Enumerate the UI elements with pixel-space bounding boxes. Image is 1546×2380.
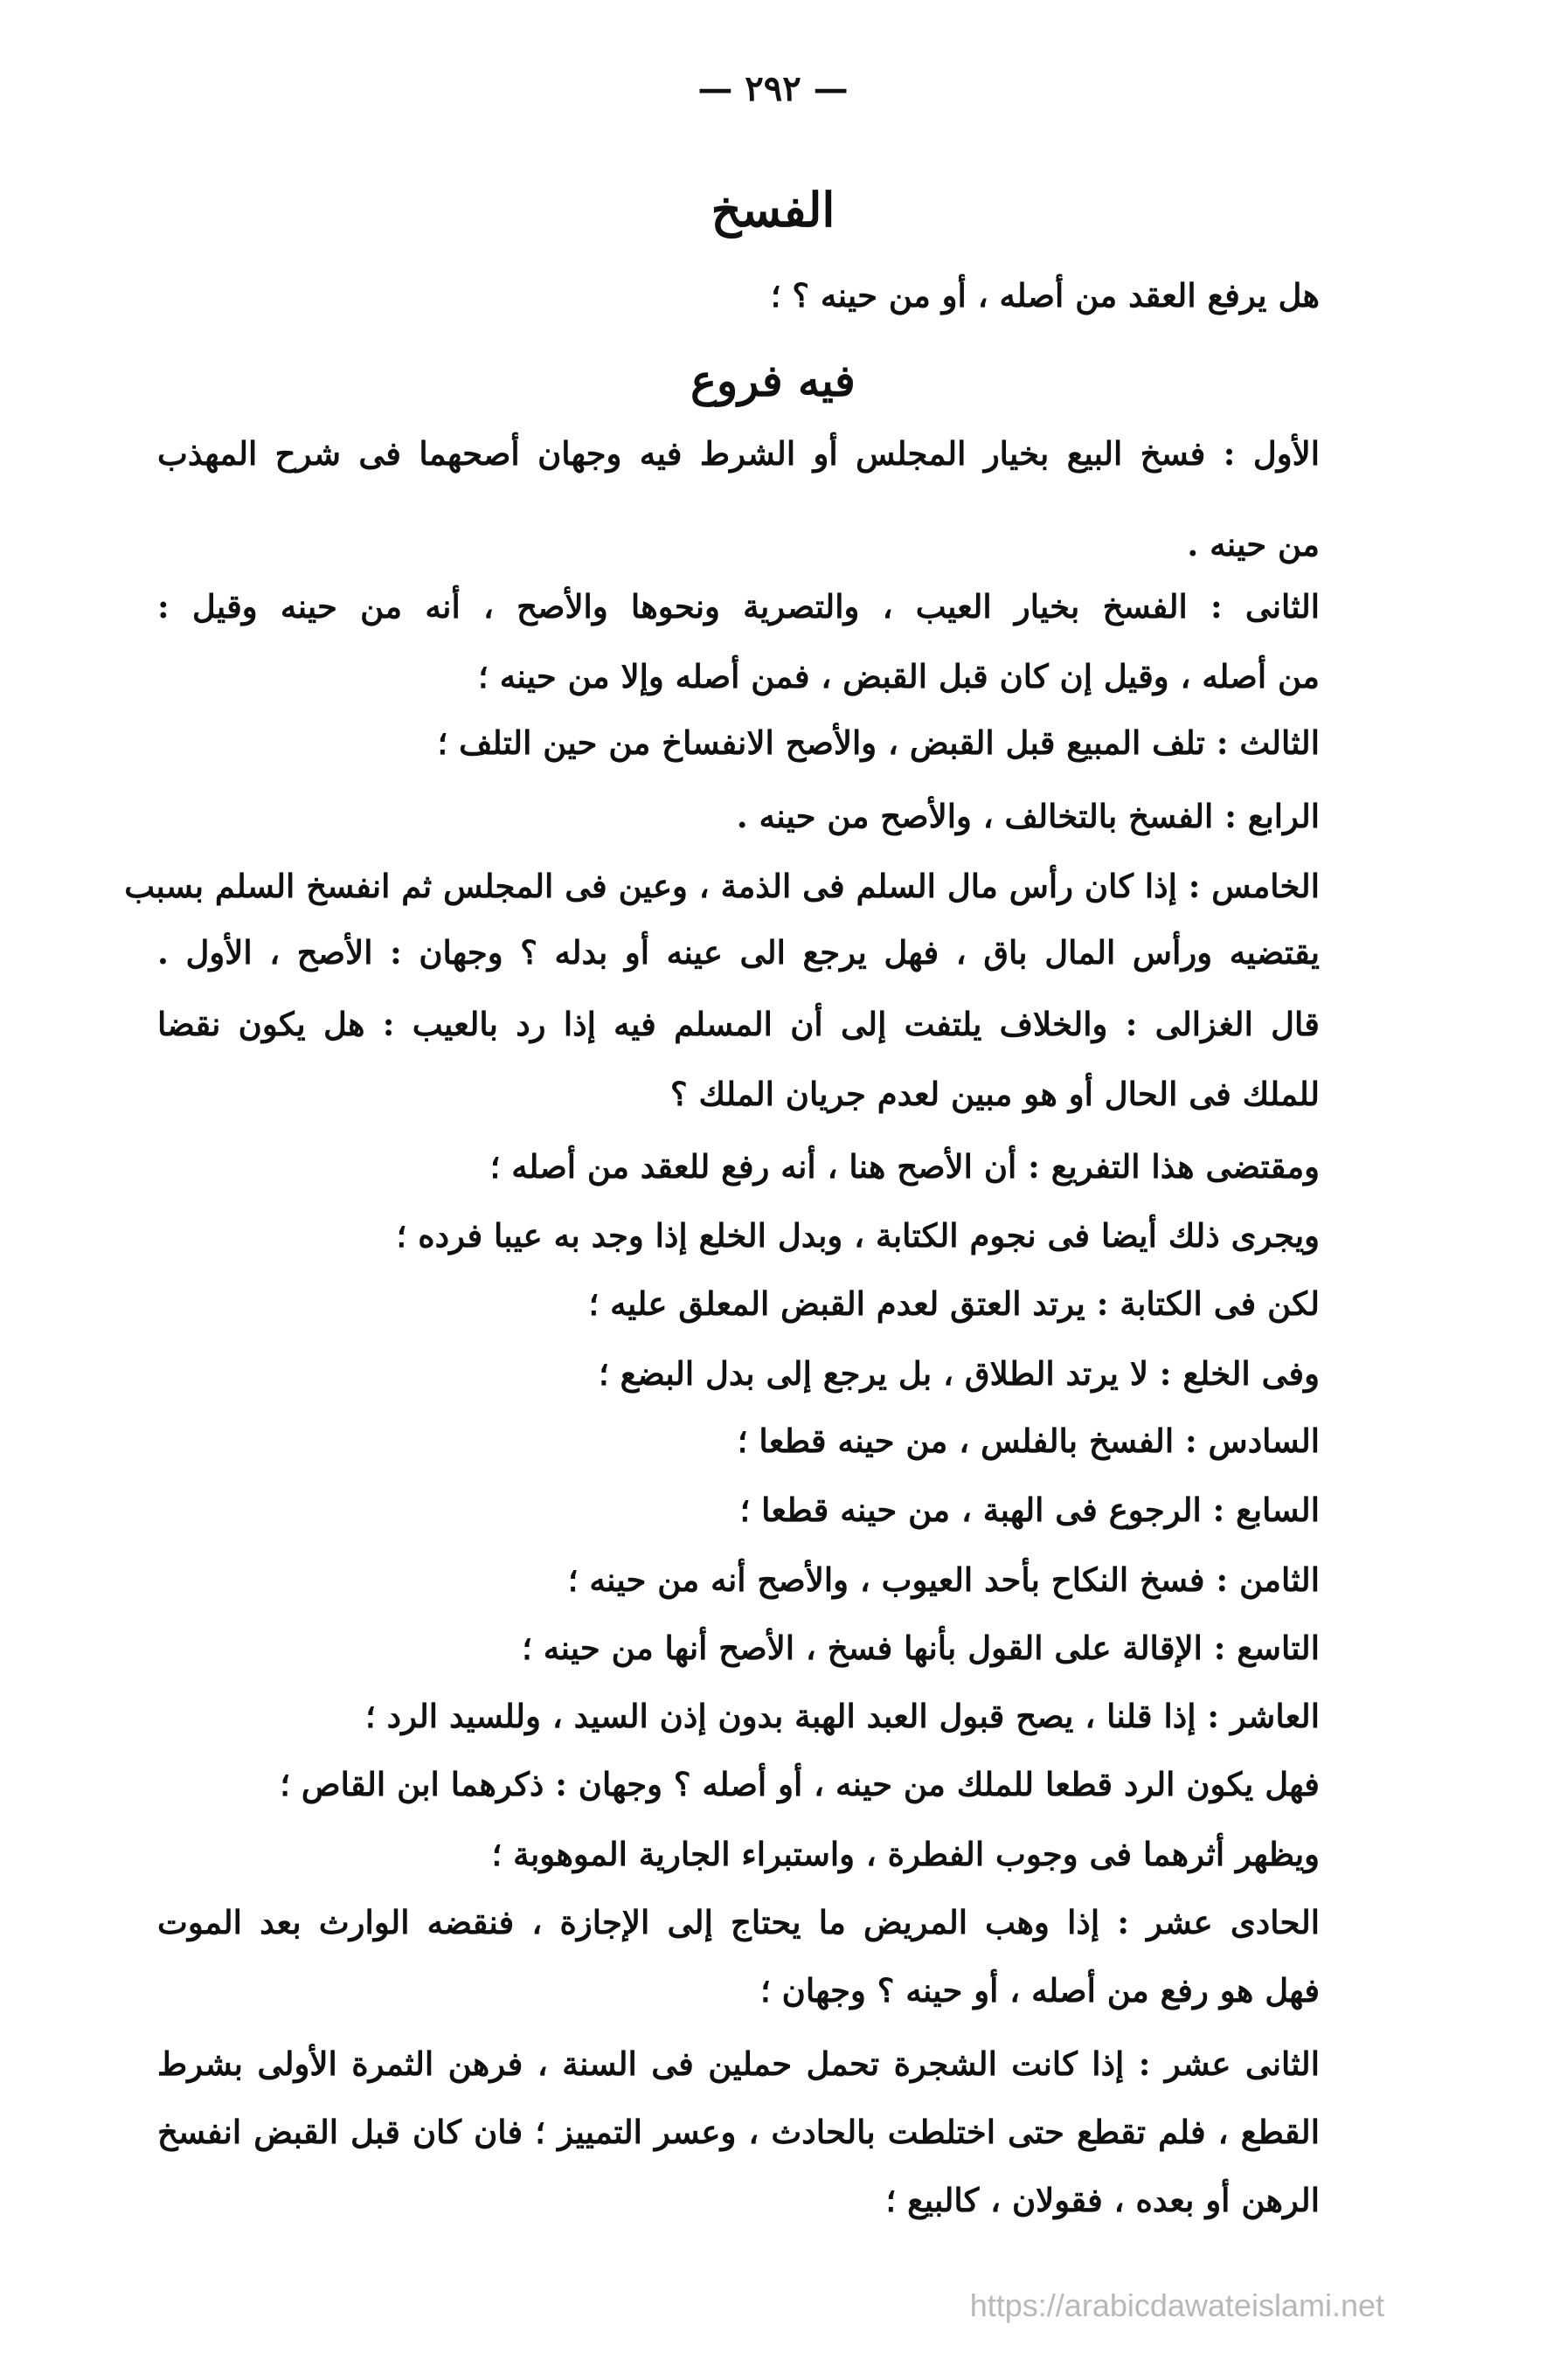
text-line: الحادى عشر : إذا وهب المريض ما يحتاج إلى الإجازة ، فنقضه الوارث بعد الموت <box>157 1903 1320 1941</box>
text-line: قال الغزالى : والخلاف يلتفت إلى أن المسلم فيه إذا رد بالعيب : هل يكون نقضا <box>157 1005 1320 1043</box>
text-line: ومقتضى هذا التفريع : أن الأصح هنا ، أنه رفع للعقد من أصله ؛ <box>489 1147 1320 1186</box>
text-line: ويظهر أثرهما فى وجوب الفطرة ، واستبراء الجارية الموهوبة ؛ <box>491 1835 1320 1873</box>
text-line: الخامس : إذا كان رأس مال السلم فى الذمة ، وعين فى المجلس ثم انفسخ السلم بسبب <box>124 867 1320 905</box>
text-line: الثامن : فسخ النكاح بأحد العيوب ، والأصح أنه من حينه ؛ <box>567 1560 1320 1599</box>
text-line: السادس : الفسخ بالفلس ، من حينه قطعا ؛ <box>737 1422 1320 1460</box>
text-line: فهل يكون الرد قطعا للملك من حينه ، أو أصله ؟ وجهان : ذكرهما ابن القاص ؛ <box>280 1765 1320 1803</box>
text-line: السابع : الرجوع فى الهبة ، من حينه قطعا ؛ <box>739 1491 1320 1529</box>
text-line: للملك فى الحال أو هو مبين لعدم جريان الملك ؟ <box>670 1075 1320 1113</box>
text-line: الرابع : الفسخ بالتخالف ، والأصح من حينه . <box>736 797 1320 835</box>
text-line: الثانى : الفسخ بخيار العيب ، والتصرية ونحوها والأصح ، أنه من حينه وقيل : <box>157 587 1320 626</box>
page-number: — ٢٩٢ — <box>697 68 849 109</box>
text-line: الثالث : تلف المبيع قبل القبض ، والأصح الانفساخ من حين التلف ؛ <box>437 723 1320 762</box>
text-line: ويجرى ذلك أيضا فى نجوم الكتابة ، وبدل الخلع إذا وجد به عيبا فرده ؛ <box>396 1216 1320 1255</box>
text-line: لكن فى الكتابة : يرتد العتق لعدم القبض المعلق عليه ؛ <box>588 1284 1320 1323</box>
text-line: الثانى عشر : إذا كانت الشجرة تحمل حملين فى السنة ، فرهن الثمرة الأولى بشرط <box>157 2044 1320 2083</box>
text-line: الرهن أو بعده ، فقولان ، كالبيع ؛ <box>885 2181 1320 2219</box>
section-subtitle: فيه فروع <box>690 355 856 406</box>
chapter-title: الفسخ <box>711 182 835 238</box>
text-line: القطع ، فلم تقطع حتى اختلطت بالحادث ، وعسر التمييز ؛ فان كان قبل القبض انفسخ <box>157 2113 1320 2151</box>
text-line: الأول : فسخ البيع بخيار المجلس أو الشرط فيه وجهان أصحهما فى شرح المهذب <box>157 434 1320 473</box>
text-line: التاسع : الإقالة على القول بأنها فسخ ، الأصح أنها من حينه ؛ <box>522 1629 1320 1667</box>
watermark-url: https://arabicdawateislami.net <box>969 2287 1384 2323</box>
text-line: من حينه . <box>1187 525 1320 564</box>
text-line: وفى الخلع : لا يرتد الطلاق ، بل يرجع إلى بدل البضع ؛ <box>598 1354 1320 1393</box>
question-line: هل يرفع العقد من أصله ، أو من حينه ؟ ؛ <box>770 276 1320 315</box>
text-line: فهل هو رفع من أصله ، أو حينه ؟ وجهان ؛ <box>760 1971 1320 2010</box>
text-line: العاشر : إذا قلنا ، يصح قبول العبد الهبة بدون إذن السيد ، وللسيد الرد ؛ <box>364 1697 1320 1735</box>
text-line: من أصله ، وقيل إن كان قبل القبض ، فمن أصله وإلا من حينه ؛ <box>478 657 1320 695</box>
text-line: يقتضيه ورأس المال باق ، فهل يرجع الى عينه أو بدله ؟ وجهان : الأصح ، الأول . <box>157 933 1320 972</box>
